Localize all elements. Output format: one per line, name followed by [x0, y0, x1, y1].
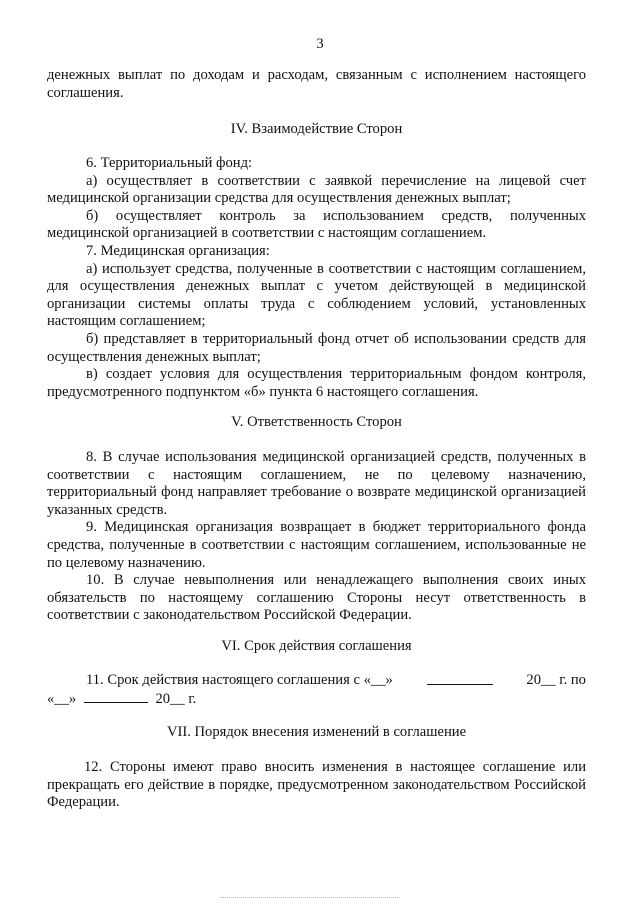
- clause-10: 10. В случае невыполнения или ненадлежащего выполнения своих иных обязательств по настоящему соглашению Стороны несут ответственность в соответствии с законодательством Российской Федерации.: [47, 572, 586, 624]
- clause-11-year-2: 20__ г.: [155, 690, 197, 707]
- clause-11-line-1: [47, 672, 586, 690]
- clause-7c: в) создает условия для осуществления территориальным фондом контроля, предусмотренного подпунктом «б» пункта 6 настоящего соглашения.: [47, 366, 586, 400]
- intro-paragraph: денежных выплат по доходам и расходам, связанным с исполнением настоящего соглашения.: [47, 67, 586, 101]
- clause-11-start: 11. Срок действия настоящего соглашения с «__»: [86, 672, 393, 688]
- section-4-body: [47, 155, 586, 401]
- clause-11-line-2: [47, 690, 586, 709]
- section-5-body: [47, 449, 586, 625]
- scan-artifact: [220, 897, 400, 900]
- clause-7b: б) представляет в территориальный фонд отчет об использовании средств для осуществления денежных выплат;: [47, 330, 586, 365]
- clause-12: 12. Стороны имеют право вносить изменения в настоящее соглашение или прекращать его действие в порядке, предусмотренном законодательством Российской Федерации.: [47, 759, 586, 811]
- clause-7: 7. Медицинская организация:: [86, 242, 270, 259]
- page-number: 3: [316, 36, 324, 52]
- date-blank-1: [427, 672, 493, 685]
- clause-7a: а) использует средства, полученные в соответствии с настоящим соглашением, для осуществления денежных выплат с учетом действующей в медицинской организации системы оплаты труда с соблюдением условий, установленных настоящим соглашением;: [47, 260, 586, 330]
- clause-11-day-2: «__»: [47, 690, 77, 707]
- section-7-body: [47, 759, 586, 812]
- section-7-heading: VII. Порядок внесения изменений в соглашение: [166, 724, 467, 740]
- section-5-heading: V. Ответственность Сторон: [231, 414, 402, 430]
- clause-11-year-1: 20__ г. по: [526, 672, 586, 688]
- clause-6b: б) осуществляет контроль за использованием средств, полученных медицинской организацией в соответствии с настоящим соглашением.: [47, 207, 586, 242]
- section-4-heading: IV. Взаимодействие Сторон: [230, 121, 403, 137]
- clause-9: 9. Медицинская организация возвращает в бюджет территориального фонда средства, полученные в соответствии с настоящим соглашением, использованные не по целевому назначению.: [47, 519, 586, 571]
- section-6-heading: VI. Срок действия соглашения: [221, 638, 412, 654]
- clause-8: 8. В случае использования медицинской организацией средств, полученных в соответствии с настоящим соглашением, не по целевому назначению, территориальный фонд направляет требование о возврате медицинской организацией указанных средств.: [47, 449, 586, 518]
- clause-6a: а) осуществляет в соответствии с заявкой перечисление на лицевой счет медицинской организации средства для осуществления денежных выплат;: [47, 172, 586, 207]
- date-blank-2: [84, 690, 148, 703]
- clause-6: 6. Территориальный фонд:: [86, 155, 253, 171]
- clause-11: [47, 672, 586, 708]
